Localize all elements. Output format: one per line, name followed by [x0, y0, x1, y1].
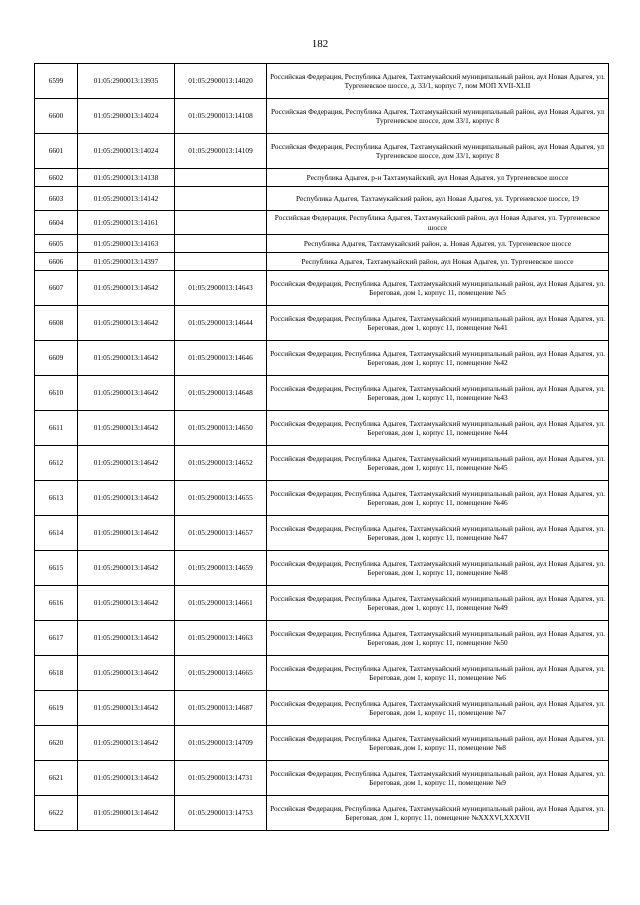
- row-number: 6599: [35, 64, 78, 99]
- row-number: 6613: [35, 481, 78, 516]
- cadastral-number-object: 01:05:2900013:14661: [175, 586, 267, 621]
- cadastral-number-object: 01:05:2900013:14655: [175, 481, 267, 516]
- cadastral-number-object: 01:05:2900013:14663: [175, 621, 267, 656]
- table-row: [35, 656, 609, 691]
- row-number: 6611: [35, 411, 78, 446]
- address-cell: Российская Федерация, Республика Адыгея, Тахтамукайский муниципальный район, аул Новая Адыгея, ул. Береговая, дом 1, корпус 11, помещение №44: [267, 411, 609, 446]
- table-row: [35, 726, 609, 761]
- table-row: [35, 235, 609, 253]
- row-number: 6617: [35, 621, 78, 656]
- cadastral-number-object: [175, 169, 267, 187]
- row-number: 6621: [35, 761, 78, 796]
- cadastral-number: 01:05:2900013:14642: [78, 341, 175, 376]
- cadastral-number: 01:05:2900013:14642: [78, 411, 175, 446]
- cadastral-number: 01:05:2900013:14642: [78, 761, 175, 796]
- table-row: [35, 586, 609, 621]
- table-row: [35, 253, 609, 271]
- table-row: [35, 516, 609, 551]
- address-cell: Российская Федерация, Республика Адыгея, Тахтамукайский муниципальный район, аул Новая Адыгея, ул. Береговая, дом 1, корпус 11, помещение №7: [267, 691, 609, 726]
- address-cell: Российская Федерация, Республика Адыгея, Тахтамукайский муниципальный район, аул Новая Адыгея, ул. Береговая, дом 1, корпус 11, помещение №43: [267, 376, 609, 411]
- row-number: 6619: [35, 691, 78, 726]
- cadastral-number: 01:05:2900013:14642: [78, 656, 175, 691]
- table-row: [35, 481, 609, 516]
- cadastral-number-object: [175, 253, 267, 271]
- cadastral-number-object: 01:05:2900013:14108: [175, 99, 267, 134]
- table-row: [35, 341, 609, 376]
- cadastral-number: 01:05:2900013:14642: [78, 691, 175, 726]
- row-number: 6606: [35, 253, 78, 271]
- table-row: [35, 761, 609, 796]
- cadastral-number: 01:05:2900013:14161: [78, 211, 175, 235]
- address-cell: Российская Федерация, Республика Адыгея, Тахтамукайский муниципальный район, аул Новая Адыгея, ул. Береговая, дом 1, корпус 11, помещение №45: [267, 446, 609, 481]
- cadastral-number-object: 01:05:2900013:14652: [175, 446, 267, 481]
- cadastral-number: 01:05:2900013:14642: [78, 796, 175, 831]
- row-number: 6612: [35, 446, 78, 481]
- row-number: 6604: [35, 211, 78, 235]
- table-row: [35, 796, 609, 831]
- cadastral-number-object: 01:05:2900013:14687: [175, 691, 267, 726]
- cadastral-number-object: 01:05:2900013:14644: [175, 306, 267, 341]
- cadastral-number: 01:05:2900013:14642: [78, 621, 175, 656]
- page-number: 182: [311, 38, 329, 50]
- address-cell: Российская Федерация, Республика Адыгея, Тахтамукайский муниципальный район, аул Новая Адыгея, ул. Береговая, дом 1, корпус 11, помещение №6: [267, 656, 609, 691]
- row-number: 6610: [35, 376, 78, 411]
- row-number: 6622: [35, 796, 78, 831]
- row-number: 6618: [35, 656, 78, 691]
- address-cell: Российская Федерация, Республика Адыгея, Тахтамукайский муниципальный район, аул Новая Адыгея, ул Тургеневское шоссе, дом 33/1, корпус 8: [267, 134, 609, 169]
- cadastral-number: 01:05:2900013:14642: [78, 271, 175, 306]
- row-number: 6609: [35, 341, 78, 376]
- cadastral-number-object: 01:05:2900013:14659: [175, 551, 267, 586]
- cadastral-number: 01:05:2900013:13935: [78, 64, 175, 99]
- cadastral-number: 01:05:2900013:14642: [78, 551, 175, 586]
- cadastral-number: 01:05:2900013:14024: [78, 99, 175, 134]
- cadastral-number-object: 01:05:2900013:14020: [175, 64, 267, 99]
- row-number: 6607: [35, 271, 78, 306]
- cadastral-number: 01:05:2900013:14642: [78, 446, 175, 481]
- address-cell: Российская Федерация, Республика Адыгея, Тахтамукайский муниципальный район, аул Новая Адыгея, ул. Береговая, дом 1, корпус 11, помещение №48: [267, 551, 609, 586]
- cadastral-number-object: 01:05:2900013:14709: [175, 726, 267, 761]
- row-number: 6620: [35, 726, 78, 761]
- cadastral-number-object: 01:05:2900013:14643: [175, 271, 267, 306]
- table-row: [35, 551, 609, 586]
- table-row: [35, 187, 609, 211]
- address-cell: Российская Федерация, Республика Адыгея, Тахтамукайский муниципальный район, аул Новая Адыгея, ул. Береговая, дом 1, корпус 11, помещение №XXXVI,XXXVII: [267, 796, 609, 831]
- cadastral-number-object: 01:05:2900013:14657: [175, 516, 267, 551]
- row-number: 6600: [35, 99, 78, 134]
- cadastral-number: 01:05:2900013:14024: [78, 134, 175, 169]
- address-cell: Российская Федерация, Республика Адыгея, Тахтамукайский район, аул Новая Адыгея, ул. Тургеневское шоссе: [267, 211, 609, 235]
- address-cell: Российская Федерация, Республика Адыгея, Тахтамукайский муниципальный район, аул Новая Адыгея, ул. Береговая, дом 1, корпус 11, помещение №50: [267, 621, 609, 656]
- table-row: [35, 271, 609, 306]
- row-number: 6615: [35, 551, 78, 586]
- address-cell: Российская Федерация, Республика Адыгея, Тахтамукайский муниципальный район, аул Новая Адыгея, ул. Береговая, дом 1, корпус 11, помещение №9: [267, 761, 609, 796]
- cadastral-number: 01:05:2900013:14642: [78, 306, 175, 341]
- table-row: [35, 211, 609, 235]
- address-cell: Российская Федерация, Республика Адыгея, Тахтамукайский муниципальный район, аул Новая Адыгея, ул. Береговая, дом 1, корпус 11, помещение №5: [267, 271, 609, 306]
- address-cell: Республика Адыгея, Тахтамукайский район, а. Новая Адыгея, ул. Тургеневское шоссе: [267, 235, 609, 253]
- registry-table: [34, 63, 609, 831]
- table-row: [35, 64, 609, 99]
- cadastral-number-object: 01:05:2900013:14646: [175, 341, 267, 376]
- cadastral-number-object: 01:05:2900013:14109: [175, 134, 267, 169]
- cadastral-number: 01:05:2900013:14138: [78, 169, 175, 187]
- table-row: [35, 134, 609, 169]
- row-number: 6608: [35, 306, 78, 341]
- registry-table-body: [35, 64, 609, 831]
- address-cell: Российская Федерация, Республика Адыгея, Тахтамукайский муниципальный район, аул Новая Адыгея, ул. Береговая, дом 1, корпус 11, помещение №49: [267, 586, 609, 621]
- row-number: 6602: [35, 169, 78, 187]
- address-cell: Российская Федерация, Республика Адыгея, Тахтамукайский муниципальный район, аул Новая Адыгея, ул. Береговая, дом 1, корпус 11, помещение №46: [267, 481, 609, 516]
- row-number: 6605: [35, 235, 78, 253]
- cadastral-number: 01:05:2900013:14642: [78, 586, 175, 621]
- row-number: 6603: [35, 187, 78, 211]
- cadastral-number-object: [175, 211, 267, 235]
- table-row: [35, 411, 609, 446]
- cadastral-number: 01:05:2900013:14642: [78, 376, 175, 411]
- row-number: 6616: [35, 586, 78, 621]
- address-cell: Республика Адыгея, Тахтамукайский район, аул Новая Адыгея, ул. Тургеневское шоссе, 19: [267, 187, 609, 211]
- address-cell: Российская Федерация, Республика Адыгея, Тахтамукайский муниципальный район, аул Новая Адыгея, ул. Береговая, дом 1, корпус 11, помещение №42: [267, 341, 609, 376]
- table-row: [35, 621, 609, 656]
- cadastral-number-object: 01:05:2900013:14731: [175, 761, 267, 796]
- cadastral-number-object: [175, 235, 267, 253]
- address-cell: Российская Федерация, Республика Адыгея, Тахтамукайский муниципальный район, аул Новая Адыгея, ул. Тургеневское шоссе, д. 33/1, корпус 7, пом МОП XVII-XLII: [267, 64, 609, 99]
- address-cell: Республика Адыгея, р-н Тахтамукайский, аул Новая Адыгея, ул Тургеневское шоссе: [267, 169, 609, 187]
- cadastral-number-object: 01:05:2900013:14648: [175, 376, 267, 411]
- cadastral-number: 01:05:2900013:14642: [78, 726, 175, 761]
- address-cell: Российская Федерация, Республика Адыгея, Тахтамукайский муниципальный район, аул Новая Адыгея, ул. Береговая, дом 1, корпус 11, помещение №41: [267, 306, 609, 341]
- table-row: [35, 169, 609, 187]
- cadastral-number: 01:05:2900013:14397: [78, 253, 175, 271]
- cadastral-number: 01:05:2900013:14642: [78, 481, 175, 516]
- table-row: [35, 376, 609, 411]
- table-row: [35, 99, 609, 134]
- table-row: [35, 446, 609, 481]
- cadastral-number: 01:05:2900013:14142: [78, 187, 175, 211]
- address-cell: Российская Федерация, Республика Адыгея, Тахтамукайский муниципальный район, аул Новая Адыгея, ул Тургеневское шоссе, дом 33/1, корпус 8: [267, 99, 609, 134]
- cadastral-number-object: [175, 187, 267, 211]
- row-number: 6601: [35, 134, 78, 169]
- address-cell: Российская Федерация, Республика Адыгея, Тахтамукайский муниципальный район, аул Новая Адыгея, ул. Береговая, дом 1, корпус 11, помещение №8: [267, 726, 609, 761]
- table-row: [35, 306, 609, 341]
- table-row: [35, 691, 609, 726]
- cadastral-number-object: 01:05:2900013:14665: [175, 656, 267, 691]
- cadastral-number-object: 01:05:2900013:14650: [175, 411, 267, 446]
- cadastral-number: 01:05:2900013:14163: [78, 235, 175, 253]
- address-cell: Республика Адыгея, Тахтамукайский район, аул Новая Адыгея, ул. Тургеневское шоссе: [267, 253, 609, 271]
- address-cell: Российская Федерация, Республика Адыгея, Тахтамукайский муниципальный район, аул Новая Адыгея, ул. Береговая, дом 1, корпус 11, помещение №47: [267, 516, 609, 551]
- cadastral-number-object: 01:05:2900013:14753: [175, 796, 267, 831]
- cadastral-number: 01:05:2900013:14642: [78, 516, 175, 551]
- row-number: 6614: [35, 516, 78, 551]
